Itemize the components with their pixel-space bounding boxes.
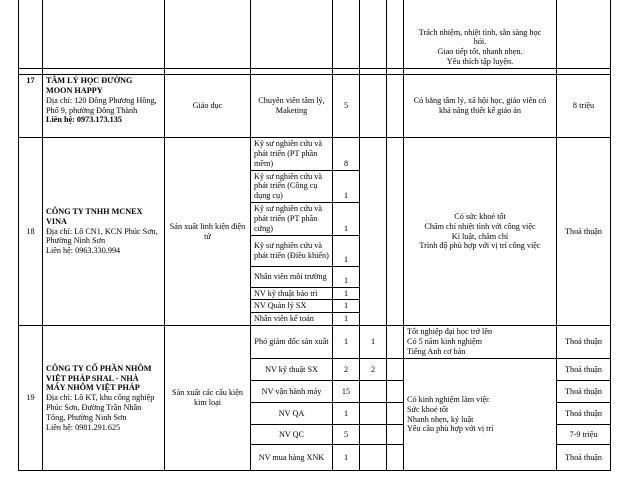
quantity-cell-2: 2 [360,359,387,381]
salary-cell: Thoả thuận [557,445,611,471]
company-name: TÂM LÝ HỌC ĐƯỜNG [46,76,133,85]
company-cell: CÔNG TY CỔ PHẦN NHÔM VIỆT PHÁP SHAL - NHÀ MÁY NHÔM VIỆT PHÁP Địa chỉ: Lô KT, khu công nghiệp Phúc Sơn, Đường Trần Nhân Tông, Phường Ninh Sơn Liên hệ: 0981.291.625 [43,326,165,471]
quantity-cell-2 [360,381,387,403]
quantity-cell: 1 [333,203,360,236]
quantity-cell: 1 [333,403,360,425]
position-cell: NV Quản lý SX [251,300,333,313]
position-cell: NV vận hành máy [251,381,333,403]
requirements-cell: Trách nhiệm, nhiệt tình, sẵn sàng học hỏi. Giao tiếp tốt, nhanh nhẹn. Yêu thích tập luyện. [404,0,557,69]
quantity-cell: 1 [333,313,360,326]
quantity-cell: 1 [333,287,360,300]
quantity-cell: 1 [333,235,360,266]
position-cell: Kỹ sư nghiên cứu và phát triển (Công cụ dụng cụ) [251,170,333,203]
company-address: Địa chỉ: 120 Đông Phương Hồng, Phố 9, phường Đông Thành [46,95,157,115]
sector-cell: Sản xuất linh kiện điện tử [165,138,251,326]
row-number: 18 [19,138,43,326]
position-cell: NV kỹ thuật SX [251,359,333,381]
sector-cell: Sản xuất các cấu kiện kim loại [165,326,251,471]
company-name: CÔNG TY CỔ PHẦN NHÔM [46,363,152,373]
quantity-cell: 8 [333,138,360,171]
quantity-cell: 1 [333,266,360,287]
table-row [19,0,611,69]
requirements-cell: Có kinh nghiệm làm việc Sức khoẻ tốt Nhanh nhẹn, kỷ luật Yêu cầu phù hợp với vị trí [404,359,557,471]
quantity-cell-2 [360,445,387,471]
table-row [19,326,611,359]
position-cell: Kỹ sư nghiên cứu và phát triển (Điều khiển) [251,235,333,266]
position-cell: Kỹ sư nghiên cứu và phát triển (PT phần mềm) [251,138,333,171]
quantity-cell-2 [360,425,387,445]
salary-cell: Thoả thuận [557,403,611,425]
position-cell: NV QC [251,425,333,445]
salary-cell: Thoả thuận [557,359,611,381]
company-address: Địa chỉ: Lô KT, khu công nghiệp Phúc Sơn, Đường Trần Nhân Tông, Phường Ninh Sơn [46,393,155,422]
quantity-cell-2: 1 [360,326,387,359]
table-row [19,75,611,138]
row-number: 19 [19,326,43,471]
sector-cell: Giáo dục [165,75,251,138]
company-name: CÔNG TY TNHH MCNEX [46,206,143,216]
quantity-cell: 15 [333,381,360,403]
salary-cell: Thoả thuận [557,138,611,326]
position-cell: Chuyên viên tâm lý, Maketing [251,75,333,138]
position-cell: NV kỹ thuật bảo trì [251,287,333,300]
quantity-cell-2 [360,403,387,425]
company-cell: CÔNG TY TNHH MCNEX VINA Địa chỉ: Lô CN1, KCN Phúc Sơn, Phường Ninh Sơn Liên hệ: 0963.330.994 [43,138,165,326]
position-cell: NV QA [251,403,333,425]
quantity-cell: 1 [333,326,360,359]
quantity-cell: 1 [333,300,360,313]
company-contact: Liên hệ: 0973.173.135 [46,115,122,125]
salary-cell: 8 triệu [557,75,611,138]
position-cell: Phó giám đốc sản xuất [251,326,333,359]
requirements-cell: Tốt nghiệp đại học trở lên Có 5 năm kinh nghiệm Tiếng Anh cơ bản [404,326,557,359]
company-cell: TÂM LÝ HỌC ĐƯỜNG MOON HAPPY Địa chỉ: 120 Đông Phương Hồng, Phố 9, phường Đông Thành Liên hệ: 0973.173.135 [43,75,165,138]
quantity-cell: 2 [333,359,360,381]
row-number: 17 [19,75,43,138]
position-cell: Nhân viên môi trường [251,266,333,287]
company-address: Địa chỉ: Lô CN1, KCN Phúc Sơn, Phường Ninh Sơn [46,226,158,246]
position-cell: Nhân viên kế toán [251,313,333,326]
requirements-cell: Có bằng tâm lý, xã hội học, giáo viên có khả năng thiết kế giáo án [404,75,557,138]
quantity-cell: 5 [333,425,360,445]
table-row [19,138,611,171]
quantity-cell: 5 [333,75,360,138]
quantity-cell: 1 [333,445,360,471]
salary-cell: Thoả thuận [557,381,611,403]
salary-cell: Thoả thuận [557,326,611,359]
company-contact: Liên hệ: 0963.330.994 [46,246,121,256]
requirements-cell: Có sức khoẻ tốt Chăm chỉ nhiệt tình với công việc Kỉ luật, chăm chỉ Trình độ phù hợp với vị trí công việc [404,138,557,326]
quantity-cell: 1 [333,170,360,203]
position-cell: NV mua hàng XNK [251,445,333,471]
position-cell: Kỹ sư nghiên cứu và phát triển (PT phần cứng) [251,203,333,236]
salary-cell: 7-9 triệu [557,425,611,445]
job-listing-table [18,0,611,471]
company-contact: Liên hệ: 0981.291.625 [46,422,121,432]
